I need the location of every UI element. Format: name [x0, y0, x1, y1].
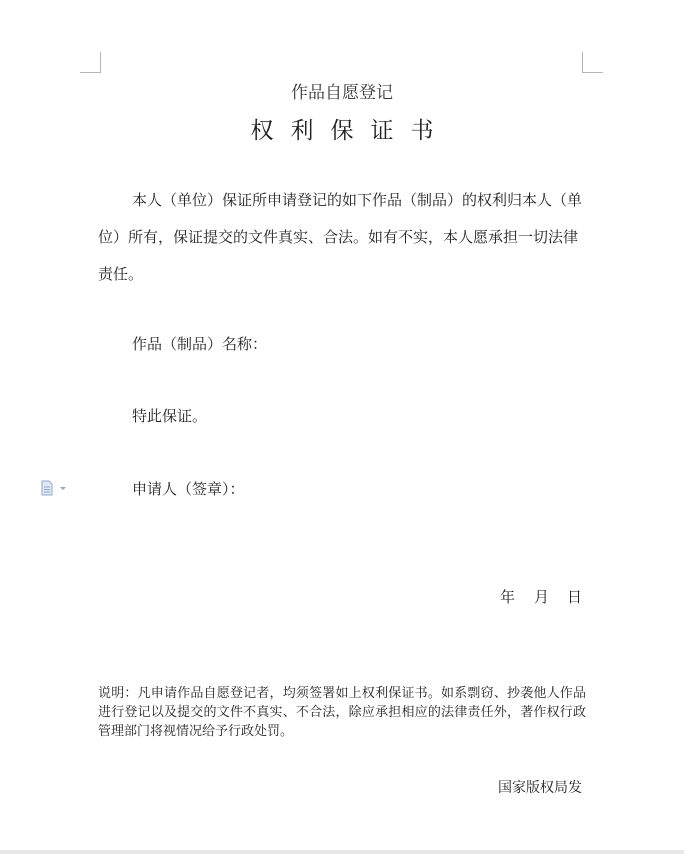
page-bottom-border: [0, 850, 684, 854]
document-title: 权利保证书: [250, 118, 451, 144]
work-name-label: 作品（制品）名称：: [132, 335, 268, 353]
body-paragraph: 本人（单位）保证所申请登记的如下作品（制品）的权利归本人（单位）所有，保证提交的文件真实、合法。如有不实，本人愿承担一切法律责任。: [98, 191, 583, 283]
document-subtitle: 作品自愿登记: [291, 83, 393, 103]
hereby-text: 特此保证。: [132, 407, 208, 425]
month-label: 月: [534, 588, 550, 606]
document-options-icon[interactable]: [40, 480, 70, 496]
date-row: [500, 586, 582, 607]
crop-mark-top-right: [582, 52, 603, 73]
explanatory-note: 说明：凡申请作品自愿登记者，均须签署如上权利保证书。如系剽窃、抄袭他人作品进行登记以及提交的文件不真实、不合法，除应承担相应的法律责任外，著作权行政管理部门将视情况给予行政处罚。: [98, 686, 586, 739]
day-label: 日: [567, 588, 583, 606]
year-label: 年: [500, 588, 516, 606]
crop-mark-top-left: [80, 52, 101, 73]
issuer-label: 国家版权局发: [498, 780, 582, 796]
applicant-label: 申请人（签章）：: [132, 480, 245, 498]
